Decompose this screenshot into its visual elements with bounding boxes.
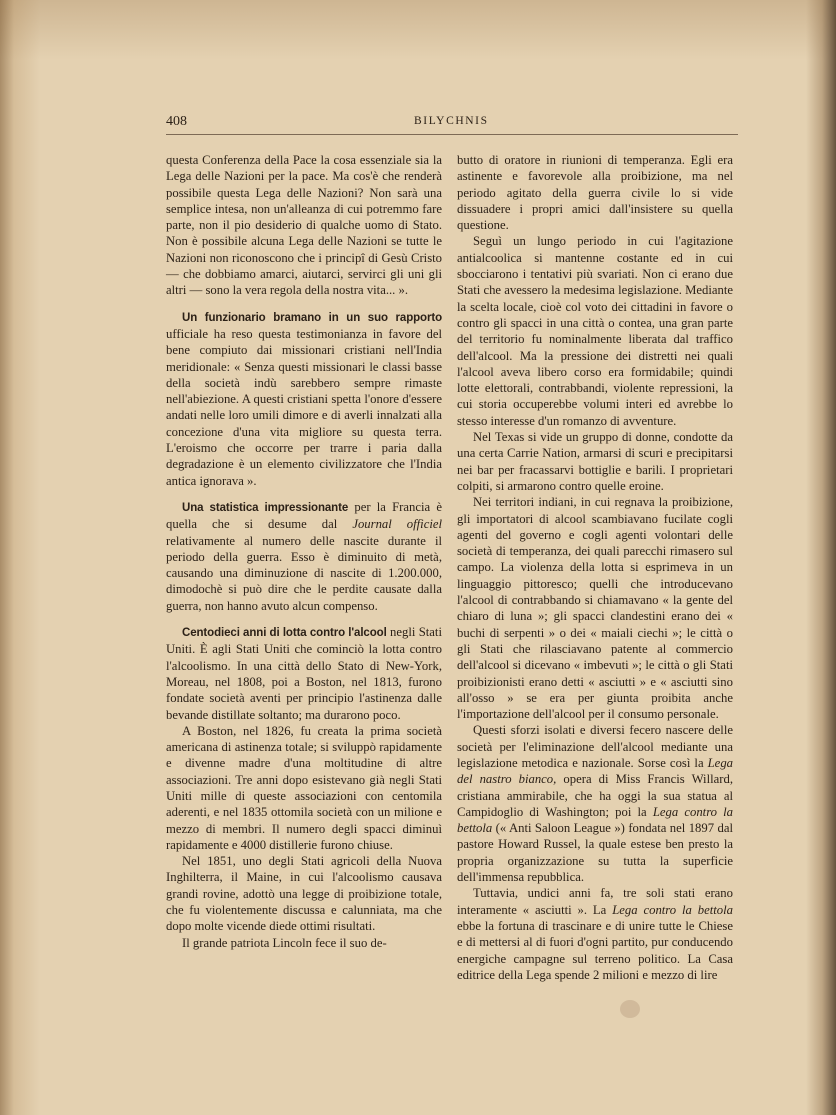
paragraph [166, 309, 442, 489]
paragraph-text: ufficiale ha reso questa testimonianza in favore del bene compiuto dai missionari cristiani nell'India meridionale: « Senza questi missionari le classi basse della società indù sarebbero sempre rimaste nell'abiezione. A questi cristiani spetta l'onore d'essere andati nelle loro umili dimore e di averli innalzati alla concezione d'una vita migliore su questa terra. L'eroismo che occorre per trarre i paria dalla degradazione è un elemento civilizzatore che l'India antica ignorava ». [166, 326, 442, 488]
journal-title: Journal officiel [352, 517, 443, 532]
paragraph [166, 624, 442, 723]
running-head: BILYCHNIS [414, 115, 489, 127]
page-header [166, 114, 738, 134]
paragraph-text: per la Francia è quella che si desume dal [166, 499, 442, 532]
paragraph: Nel Texas si vide un gruppo di donne, condotte da una certa Carrie Nation, armarsi di scuri e precipitarsi nei bar per fracassarvi bottiglie e barili. I proprietari colpiti, si armarono contro quelle eroine. [457, 430, 733, 493]
page-number: 408 [166, 114, 187, 129]
paragraph: Seguì un lungo periodo in cui l'agitazione antialcoolica si mantenne costante ed in cui sbocciarono i tentativi più svariati. Non ci erano due Stati che avessero la medesima legislazione. Mediante la scelta locale, cioè col voto dei cittadini in favore o contro gli spacci in una città o contea, una gran parte del territorio fu nominalmente liberata dal traffico dell'alcool. Ma la pressione dei distretti nei quali l'alcool aveva libero corso era formidabile; quindi lotte elettorali, contrabbandi, violente repressioni, la cui storia occuperebbe volumi interi ed avrebbe lo stesso interesse d'un romanzo di avventure. [457, 234, 733, 428]
paragraph-text: negli Stati Uniti. È agli Stati Uniti che cominciò la lotta contro l'alcoolismo. In una città dello Stato di New-York, Moreau, nel 1808, poi a Boston, nel 1813, furono fondate società aventi per principio l'astinenza dalle bevande distillate soltanto; ma durarono poco. [166, 625, 442, 722]
left-column [166, 152, 442, 951]
section-heading: Una statistica impressionante [182, 501, 349, 514]
paragraph: questa Conferenza della Pace la cosa essenziale sia la Lega delle Nazioni per la pace. Ma cos'è che renderà possibile questa Lega delle Nazioni? Non sarà una semplice intesa, non un'alleanza di cui potremmo fare parte, non il pio desiderio di qualche uomo di Stato. Non è possibile alcuna Lega delle Nazioni se tutte le Nazioni non riconoscono che i principî di Gesù Cristo — che dobbiamo amarci, aiutarci, servirci gli uni gli altri — sono la vera regola della nostra vita... ». [166, 153, 442, 298]
paragraph-text: relativamente al numero delle nascite durante il periodo della guerra. Esso è diminuito di metà, causando una diminuzione di nascite di 1.200.000, dimodochè si può dire che le perdite causate dalla guerra, non hanno avuto alcun compenso. [166, 533, 442, 613]
paper-stain [620, 1000, 640, 1018]
paragraph: A Boston, nel 1826, fu creata la prima società americana di astinenza totale; si sviluppò rapidamente e divenne madre d'una moltitudine di altre associazioni. Tre anni dopo esistevano già negli Stati Uniti mille di queste associazioni con centomila aderenti, e nel 1835 ottomila società con un milione e mezzo di membri. Il numero degli spacci diminuì rapidamente e 4000 distillerie furono chiuse. [166, 723, 442, 852]
paragraph [457, 722, 733, 885]
paragraph: butto di oratore in riunioni di temperanza. Egli era astinente e favorevole alla proibizione, ma nel periodo agitato della guerra civile lo si vide dissuadere i propri amici dall'insistere su quella questione. [457, 153, 733, 233]
paragraph-text: Tuttavia, undici anni fa, tre soli stati erano interamente « asciutti ». La [457, 886, 733, 917]
section-heading: Un funzionario bramano in un suo rapporto [182, 311, 442, 324]
paragraph [166, 499, 442, 614]
paragraph-text: Questi sforzi isolati e diversi fecero nascere delle società per l'eliminazione dell'alcool mediante una legislazione metodica e nazionale. Sorse così la [457, 723, 733, 770]
paragraph [457, 885, 733, 983]
section-heading: Centodieci anni di lotta contro l'alcool [182, 627, 387, 640]
paragraph-text: ebbe la fortuna di trascinare e di unire tutte le Chiese e di mettersi al di fuori d'ogni partito, pur conducendo energiche campagne sul terreno politico. La Casa editrice della Lega spende 2 milioni e mezzo di lire [457, 918, 733, 982]
paragraph-text: opera di Miss Francis Willard, cristiana ammirabile, che ha oggi la sua statua al Campidoglio di Washington; poi la [457, 772, 734, 819]
header-rule [166, 134, 738, 135]
right-column [457, 152, 733, 983]
organization-name: Lega del nastro bianco, [457, 755, 733, 787]
paragraph: Il grande patriota Lincoln fece il suo de- [182, 935, 387, 950]
paragraph: Nel 1851, uno degli Stati agricoli della Nuova Inghilterra, il Maine, in cui l'alcoolismo causava grandi rovine, adottò una legge di proibizione totale, che fu violentemente discussa e calunniata, ma che dopo molte vicende diede ottimi risultati. [166, 854, 442, 934]
organization-name: Lega contro la bettola [457, 804, 734, 836]
paragraph: Nei territori indiani, in cui regnava la proibizione, gli importatori di alcool scambiavano fucilate cogli agenti del governo e cogli agenti volontari delle società di temperanza, dei quali parecchi rimasero sul campo. La violenza della lotta si esprimeva in un linguaggio pittoresco; quelli che introducevano l'alcool di contrabbando si chiamavano « la gente del chiaro di luna »; gli spacci clandestini erano dei « buchi di serpenti » o dei « maiali ciechi »; le città o gli Stati che rilasciavano patente al commercio dell'alcool si dicevano « imbevuti »; le città o gli Stati proibizionisti erano detti « asciutti » e « asciutti sino all'osso » se era per giunta proibita anche l'importazione dell'alcool per il consumo personale. [457, 495, 733, 722]
paragraph-text: (« Anti Saloon League ») fondata nel 1897 dal pastore Howard Russel, la quale estese ben presto la propria organizzazione su tutta la superficie dell'immensa repubblica. [457, 821, 733, 885]
organization-name: Lega contro la bettola [612, 902, 733, 917]
